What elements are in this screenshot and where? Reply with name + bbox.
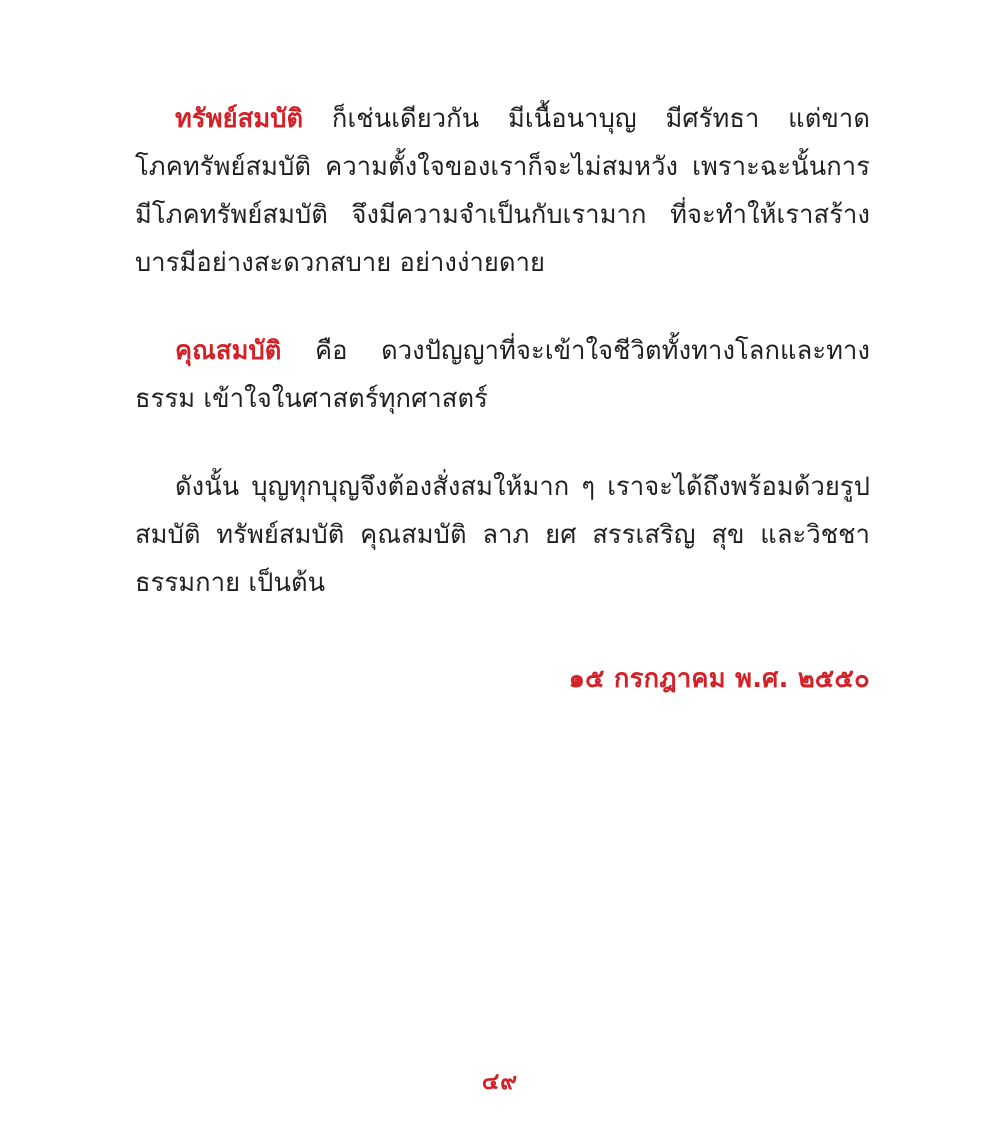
page-number: ๔๙	[481, 1069, 519, 1095]
keyword-khunsombat: คุณสมบัติ	[175, 336, 282, 366]
paragraph-3-text: ดังนั้น บุญทุกบุญจึงต้องสั่งสมให้มาก ๆ เราจะได้ถึงพร้อมด้วยรูปสมบัติ ทรัพย์สมบัติ คุณสมบัติ ลาภ ยศ สรรเสริญ สุข และวิชชาธรรมกาย เป็นต้น	[135, 472, 870, 598]
keyword-sapsombat: ทรัพย์สมบัติ	[175, 104, 304, 134]
paragraph-3	[135, 463, 870, 607]
paragraph-2	[135, 327, 870, 423]
paragraph-2-text: คือ ดวงปัญญาที่จะเข้าใจชีวิตทั้งทางโลกและทางธรรม เข้าใจในศาสตร์ทุกศาสตร์	[135, 336, 870, 414]
signature-date: ๑๕ กรกฎาคม พ.ศ. ๒๕๕๐	[568, 664, 870, 694]
page-content	[135, 95, 870, 699]
paragraph-1	[135, 95, 870, 287]
paragraph-1-text: ก็เช่นเดียวกัน มีเนื้อนาบุญ มีศรัทธา แต่ขาดโภคทรัพย์สมบัติ ความตั้งใจของเราก็จะไม่สมหวัง เพราะฉะนั้นการมีโภคทรัพย์สมบัติ จึงมีความจำเป็นกับเรามาก ที่จะทำให้เราสร้างบารมีอย่างสะดวกสบาย อย่างง่ายดาย	[135, 104, 870, 278]
